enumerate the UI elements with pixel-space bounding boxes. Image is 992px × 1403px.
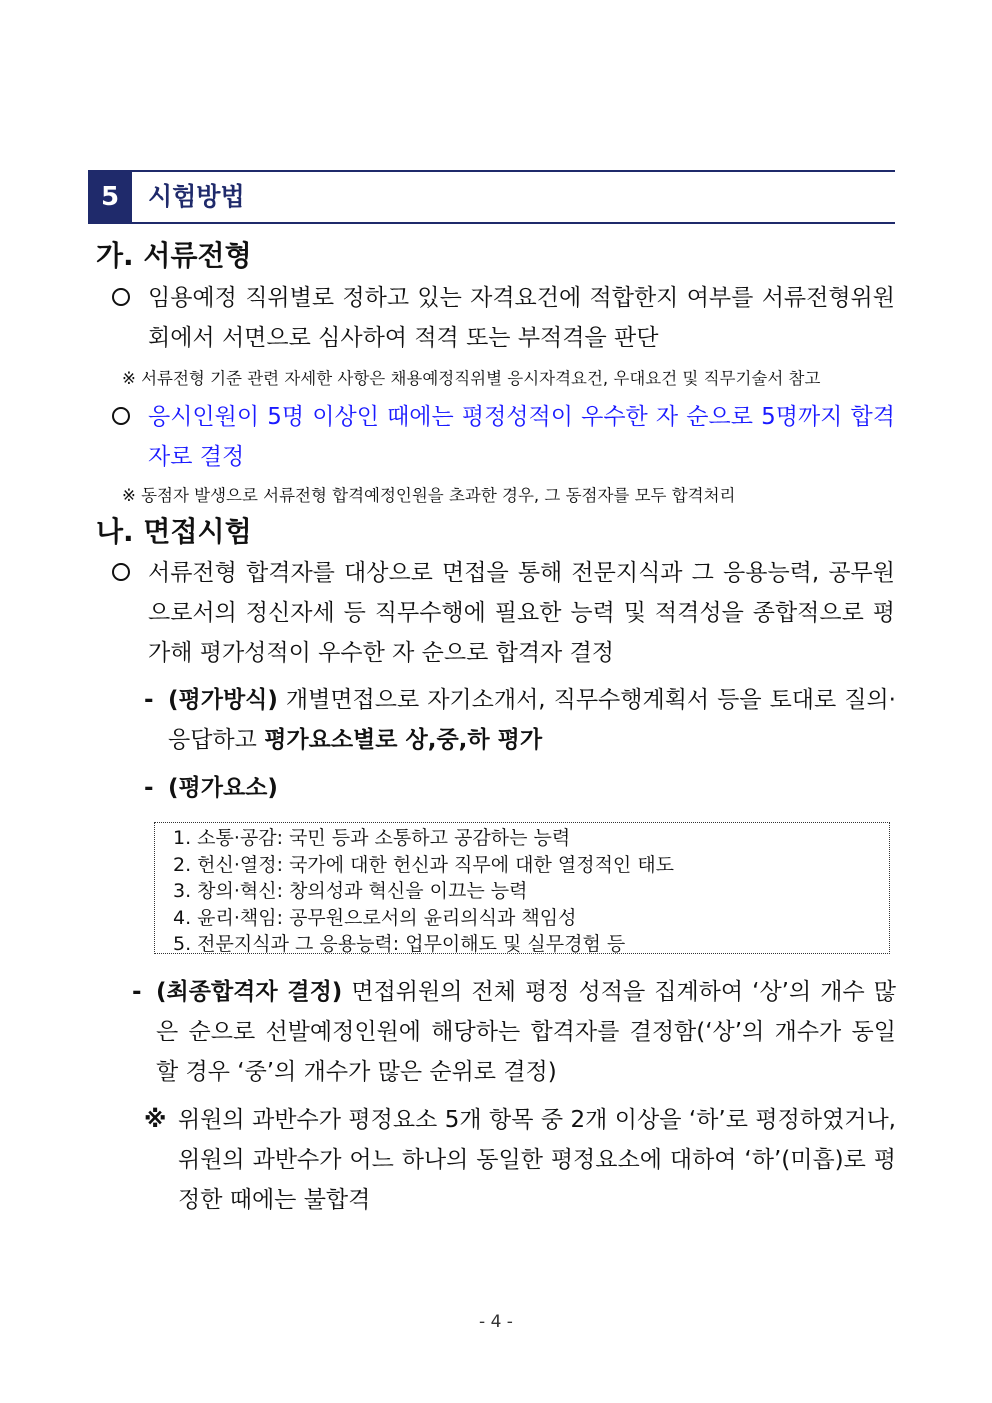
evaluation-elements-label: (평가요소): [168, 775, 278, 801]
bullet-text: 응시인원이 5명 이상인 때에는 평정성적이 우수한 자 순으로 5명까지 합격자로 결정: [148, 404, 895, 470]
evaluation-element: 1. 소통·공감: 국민 등과 소통하고 공감하는 능력: [173, 827, 571, 849]
bullet-pass-count: [108, 397, 895, 477]
circle-bullet-icon: [112, 288, 130, 306]
evaluation-element: 3. 창의·혁신: 창의성과 혁신을 이끄는 능력: [173, 880, 528, 902]
circle-bullet-icon: [112, 407, 130, 425]
note-disqualification-text: 위원의 과반수가 평정요소 5개 항목 중 2개 이상을 ‘하’로 평정하였거나, 위원의 과반수가 어느 하나의 동일한 평정요소에 대하여 ‘하’(미흡)로 평정한 때에는 불합격: [178, 1107, 896, 1213]
bullet-screening-criteria: [108, 278, 895, 358]
evaluation-element: 2. 헌신·열정: 국가에 대한 헌신과 직무에 대한 열정적인 태도: [173, 853, 675, 876]
evaluation-element: 4. 윤리·책임: 공무원으로서의 윤리의식과 책임성: [173, 906, 577, 929]
heading-document-screening: 가. 서류전형: [96, 239, 252, 272]
bullet-text: 서류전형 합격자를 대상으로 면접을 통해 전문지식과 그 응용능력, 공무원으로서의 정신자세 등 직무수행에 필요한 능력 및 적격성을 종합적으로 평가해 평가성적이 우수한 자 순으로 합격자 결정: [148, 560, 895, 666]
section-bottom-rule: [88, 222, 895, 224]
bullet-interview-overview: [108, 553, 895, 673]
circle-bullet-icon: [112, 563, 130, 581]
dash-marker: -: [132, 979, 142, 1005]
final-decision-text: 면접위원의 전체 평정 성적을 집계하여 ‘상’의 개수 많은 순으로 선발예정인원에 해당하는 합격자를 결정함(‘상’의 개수가 동일할 경우 ‘중’의 개수가 많은 순위로 결정): [156, 979, 896, 1085]
evaluation-method-text: 개별면접으로 자기소개서, 직무수행계획서 등을 토대로 질의·응답하고: [168, 687, 896, 753]
evaluation-elements-box: [154, 822, 890, 954]
final-decision-label: (최종합격자 결정): [156, 979, 343, 1005]
page-number: - 4 -: [479, 1312, 513, 1332]
reference-mark: ※: [144, 1107, 167, 1133]
evaluation-method-label: (평가방식): [168, 687, 278, 713]
dash-marker: -: [144, 687, 154, 713]
section-title: 시험방법: [148, 182, 245, 211]
evaluation-element: 5. 전문지식과 그 응용능력: 업무이해도 및 실무경험 등: [173, 933, 626, 955]
evaluation-elements-heading: [144, 768, 896, 808]
section-number: 5: [88, 172, 132, 222]
evaluation-method: [144, 680, 896, 760]
evaluation-method-emphasis: 평가요소별로 상,중,하 평가: [264, 727, 543, 753]
note-disqualification: [144, 1100, 896, 1220]
note-tie-handling: ※ 동점자 발생으로 서류전형 합격예정인원을 초과한 경우, 그 동점자를 모두 합격처리: [122, 486, 736, 505]
heading-interview: 나. 면접시험: [96, 515, 252, 548]
dash-marker: -: [144, 775, 154, 801]
final-decision: [132, 972, 896, 1092]
note-screening-reference: ※ 서류전형 기준 관련 자세한 사항은 채용예정직위별 응시자격요건, 우대요건 및 직무기술서 참고: [122, 369, 821, 388]
bullet-text: 임용예정 직위별로 정하고 있는 자격요건에 적합한지 여부를 서류전형위원회에서 서면으로 심사하여 적격 또는 부적격을 판단: [148, 285, 895, 351]
